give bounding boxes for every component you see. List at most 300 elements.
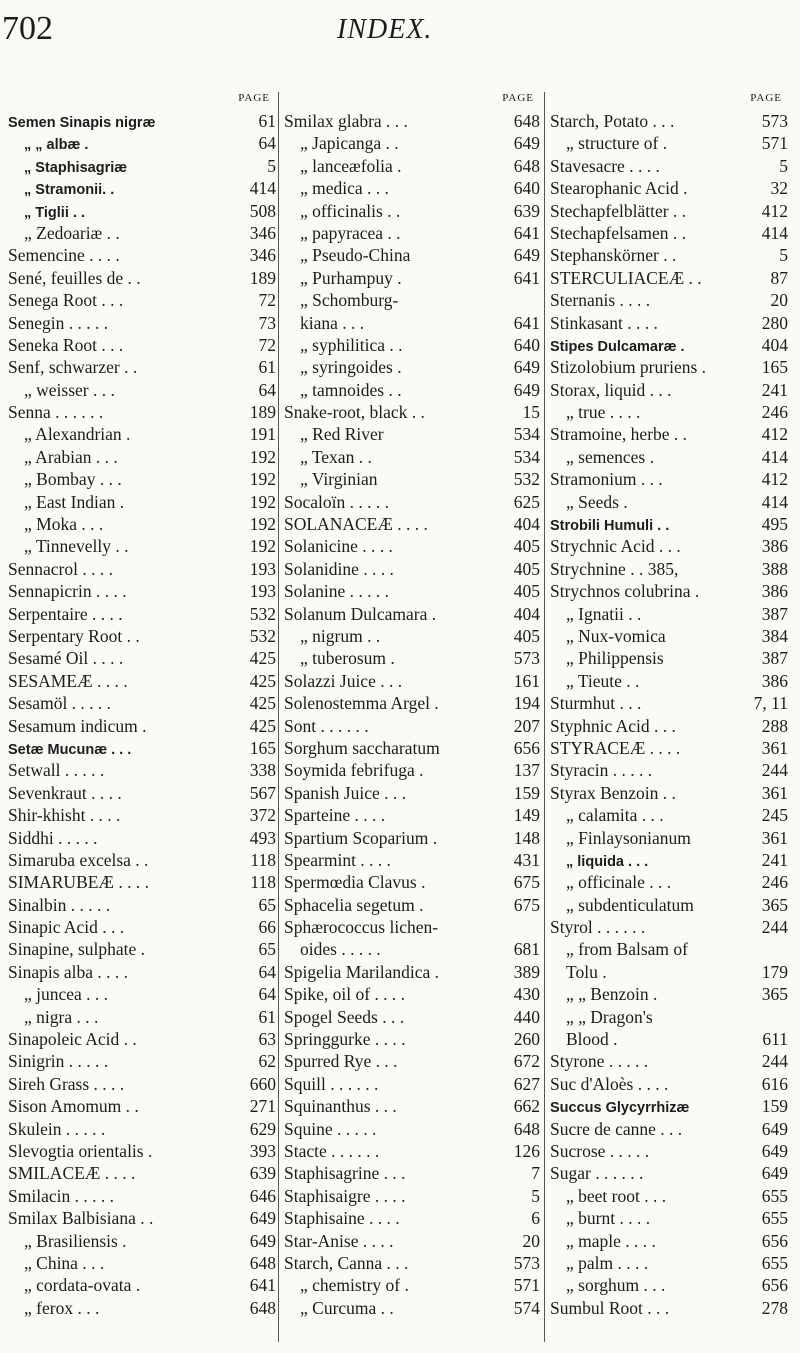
index-entry: [550, 1230, 788, 1252]
entry-term: „ Purhampuy .: [300, 267, 402, 288]
index-entry: [8, 625, 276, 647]
index-entry: [8, 1274, 276, 1296]
index-entry: [8, 670, 276, 692]
entry-term: Sené, feuilles de . .: [8, 267, 141, 288]
entry-term: STERCULIACEÆ . .: [550, 267, 702, 288]
entry-term: Star-Anise . . . .: [284, 1230, 394, 1251]
entry-page: 192: [249, 536, 276, 557]
index-entry: [284, 334, 540, 356]
entry-page: 159: [513, 782, 540, 803]
index-entry: [550, 759, 788, 781]
entry-term: Sesamum indicum .: [8, 715, 147, 736]
index-entry: [284, 894, 540, 916]
index-entry: [550, 983, 788, 1005]
entry-page: 655: [761, 1185, 788, 1206]
entry-page: 189: [249, 267, 276, 288]
index-entry: [284, 804, 540, 826]
entry-term: „ burnt . . . .: [566, 1208, 651, 1229]
index-entry: [8, 961, 276, 983]
entry-term: Spike, oil of . . . .: [284, 984, 406, 1005]
index-entry: [550, 177, 788, 199]
index-entry: [550, 1006, 788, 1028]
entry-page: 414: [761, 446, 788, 467]
entry-term: „ Texan . .: [300, 446, 372, 467]
entry-term: Strychnine . . 385,: [550, 558, 679, 579]
entry-page: 165: [249, 737, 276, 758]
entry-term: Styphnic Acid . . .: [550, 715, 676, 736]
entry-term: Sinapis alba . . . .: [8, 961, 129, 982]
entry-page: 629: [249, 1118, 276, 1139]
index-entry: [550, 200, 788, 222]
entry-term: Siddhi . . . . .: [8, 827, 98, 848]
index-entry: [284, 289, 540, 311]
index-entry: [8, 312, 276, 334]
index-entry: [8, 1185, 276, 1207]
entry-term: SOLANACEÆ . . . .: [284, 514, 428, 535]
entry-term: Stramoine, herbe . .: [550, 424, 688, 445]
entry-page: 649: [761, 1118, 788, 1139]
index-entry: [550, 468, 788, 490]
entry-term: Smilax glabra . . .: [284, 111, 408, 131]
entry-page: 386: [761, 536, 788, 557]
index-entry: [550, 916, 788, 938]
index-entry: [284, 446, 540, 468]
entry-term: SIMARUBEÆ . . . .: [8, 872, 149, 893]
index-entry: [8, 1118, 276, 1140]
page-column-heading: PAGE: [238, 92, 270, 104]
index-entry: [550, 603, 788, 625]
entry-page: 5: [779, 245, 788, 266]
entry-page: 165: [761, 357, 788, 378]
index-entry: [8, 1207, 276, 1229]
entry-term: Sugar . . . . . .: [550, 1163, 644, 1184]
entry-page: 137: [513, 760, 540, 781]
index-entry: [8, 401, 276, 423]
index-entry: [284, 1185, 540, 1207]
index-entry: [550, 1118, 788, 1140]
entry-page: 126: [513, 1140, 540, 1161]
entry-page: 649: [249, 1230, 276, 1251]
entry-page: 361: [761, 827, 788, 848]
entry-page: 5: [779, 155, 788, 176]
entry-term: Stephanskörner . .: [550, 245, 677, 266]
index-entry: [284, 1297, 540, 1319]
entry-term: Sturmhut . . .: [550, 693, 642, 714]
index-entry: [550, 110, 788, 132]
entry-term: Spogel Seeds . . .: [284, 1006, 405, 1027]
entry-term: „ nigrum . .: [300, 625, 381, 646]
index-entry: [550, 804, 788, 826]
index-entry: [284, 871, 540, 893]
entry-page: 72: [258, 334, 276, 355]
index-entry: [8, 177, 276, 199]
index-entry: [284, 1140, 540, 1162]
index-entry: [550, 491, 788, 513]
entry-page: 648: [249, 1297, 276, 1318]
index-entry: [284, 312, 540, 334]
entry-term: „ papyracea . .: [300, 222, 401, 243]
entry-term: Sphærococcus lichen-: [284, 917, 439, 938]
entry-term: Sparteine . . . .: [284, 805, 386, 826]
index-entry: [8, 1095, 276, 1117]
index-entry: [550, 782, 788, 804]
entry-term: Spurred Rye . . .: [284, 1051, 398, 1072]
entry-term: „ Tieute . .: [566, 670, 640, 691]
entry-term: oides . . . . .: [300, 939, 381, 960]
entry-page: 241: [761, 379, 788, 400]
entry-term: Stacte . . . . . .: [284, 1140, 380, 1161]
entry-page: 5: [267, 155, 276, 176]
entry-page: 280: [761, 312, 788, 333]
entry-page: 361: [761, 737, 788, 758]
index-entry: [284, 491, 540, 513]
entry-term: „ sorghum . . .: [566, 1275, 666, 1296]
entry-term: Senna . . . . . .: [8, 402, 104, 423]
entry-term: „ Staphisagriæ: [24, 159, 128, 176]
entry-term: Stramonium . . .: [550, 469, 663, 490]
index-entry: [284, 177, 540, 199]
entry-page: 15: [522, 402, 540, 423]
index-entry: [284, 849, 540, 871]
index-entry: [550, 938, 788, 960]
entry-term: „ Alexandrian .: [24, 424, 131, 445]
index-entry: [8, 603, 276, 625]
entry-term: „ „ Dragon's: [566, 1006, 653, 1027]
entry-page: 508: [249, 200, 276, 221]
entry-page: 288: [761, 715, 788, 736]
entry-term: Smilax Balbisiana . .: [8, 1208, 154, 1229]
entry-term: „ Japicanga . .: [300, 133, 399, 154]
entry-page: 534: [513, 446, 540, 467]
entry-term: „ syphilitica . .: [300, 334, 403, 355]
index-entry: [550, 849, 788, 871]
index-entry: [284, 1162, 540, 1184]
index-entry: [550, 894, 788, 916]
entry-term: „ from Balsam of: [566, 939, 688, 960]
entry-page: 430: [513, 984, 540, 1005]
index-entry: [550, 401, 788, 423]
entry-term: „ cordata-ovata .: [24, 1275, 141, 1296]
index-entry: [284, 132, 540, 154]
entry-page: 161: [513, 670, 540, 691]
entry-page: 346: [249, 245, 276, 266]
entry-page: 425: [249, 715, 276, 736]
entry-term: Spanish Juice . . .: [284, 782, 407, 803]
index-entry: [8, 491, 276, 513]
entry-term: Sennacrol . . . .: [8, 558, 113, 579]
entry-term: Springgurke . . . .: [284, 1029, 406, 1050]
entry-page: 7: [531, 1163, 540, 1184]
index-entry: [550, 1162, 788, 1184]
index-entry: [550, 379, 788, 401]
index-entry: [8, 222, 276, 244]
entry-term: Stavesacre . . . .: [550, 155, 660, 176]
entry-page: 649: [513, 357, 540, 378]
index-entry: [550, 1028, 788, 1050]
entry-term: Stipes Dulcamaræ .: [550, 338, 685, 355]
entry-term: Soymida febrifuga .: [284, 760, 424, 781]
entry-page: 649: [761, 1140, 788, 1161]
entry-term: „ Bombay . . .: [24, 469, 122, 490]
index-entry: [8, 916, 276, 938]
entry-page: 192: [249, 469, 276, 490]
entry-page: 189: [249, 402, 276, 423]
entry-page: 65: [258, 939, 276, 960]
entry-page: 648: [513, 155, 540, 176]
entry-page: 640: [513, 178, 540, 199]
entry-page: 640: [513, 334, 540, 355]
entry-term: Sumbul Root . . .: [550, 1297, 670, 1318]
entry-term: Stinkasant . . . .: [550, 312, 658, 333]
entry-term: „ Finlaysonianum: [566, 827, 691, 848]
index-entry: [550, 827, 788, 849]
page-number: 702: [2, 10, 53, 47]
entry-page: 571: [761, 133, 788, 154]
entry-page: 64: [258, 379, 276, 400]
index-entry: [550, 356, 788, 378]
index-entry: [8, 1230, 276, 1252]
entry-page: 404: [513, 514, 540, 535]
index-entry: [8, 1028, 276, 1050]
entry-term: „ maple . . . .: [566, 1230, 656, 1251]
entry-page: 338: [249, 760, 276, 781]
entry-page: 6: [531, 1208, 540, 1229]
entry-page: 63: [258, 1029, 276, 1050]
entry-term: Senega Root . . .: [8, 290, 124, 311]
entry-term: „ subdenticulatum: [566, 894, 694, 915]
index-entry: [284, 513, 540, 535]
entry-page: 404: [761, 334, 788, 355]
entry-page: 425: [249, 648, 276, 669]
entry-term: Sucrose . . . . .: [550, 1140, 650, 1161]
index-entry: [8, 827, 276, 849]
entry-term: Solanidine . . . .: [284, 558, 394, 579]
entry-term: „ structure of .: [566, 133, 668, 154]
entry-term: „ Zedoariæ . .: [24, 222, 120, 243]
entry-term: Solanum Dulcamara .: [284, 603, 437, 624]
index-entry: [284, 1252, 540, 1274]
entry-term: „ Philippensis: [566, 648, 664, 669]
entry-page: 675: [513, 872, 540, 893]
index-entry: [8, 1073, 276, 1095]
entry-page: 65: [258, 894, 276, 915]
entry-page: 405: [513, 625, 540, 646]
index-entry: [8, 715, 276, 737]
entry-term: Squinanthus . . .: [284, 1096, 397, 1117]
entry-term: Starch, Potato . . .: [550, 111, 675, 131]
entry-term: „ palm . . . .: [566, 1252, 649, 1273]
entry-page: 244: [761, 760, 788, 781]
entry-page: 681: [513, 939, 540, 960]
index-column-1: [8, 92, 276, 1319]
entry-page: 616: [761, 1073, 788, 1094]
entry-page: 61: [258, 1006, 276, 1027]
entry-term: „ semences .: [566, 446, 654, 467]
entry-page: 532: [249, 603, 276, 624]
entry-page: 660: [249, 1073, 276, 1094]
entry-term: Spigelia Marilandica .: [284, 961, 440, 982]
entry-page: 245: [761, 805, 788, 826]
index-entry: [550, 1274, 788, 1296]
entry-page: 672: [513, 1051, 540, 1072]
index-entry: [284, 1028, 540, 1050]
entry-term: Styrone . . . . .: [550, 1051, 649, 1072]
entry-page: 5: [531, 1185, 540, 1206]
index-entry: [8, 468, 276, 490]
index-entry: [550, 737, 788, 759]
entry-page: 244: [761, 1051, 788, 1072]
entry-term: „ lanceæfolia .: [300, 155, 402, 176]
index-entry: [284, 1095, 540, 1117]
index-entry: [550, 244, 788, 266]
index-entry: [550, 155, 788, 177]
entry-page: 191: [249, 424, 276, 445]
entry-page: 573: [761, 111, 788, 131]
index-entry: [8, 267, 276, 289]
index-entry: [284, 827, 540, 849]
index-entry: [284, 468, 540, 490]
index-entry: [284, 916, 540, 938]
entry-term: „ Schomburg-: [300, 290, 399, 311]
entry-page: 244: [761, 917, 788, 938]
index-entry: [8, 1006, 276, 1028]
entry-term: Stechapfelblätter . .: [550, 200, 687, 221]
index-entry: [8, 737, 276, 759]
entry-term: „ Brasiliensis .: [24, 1230, 127, 1251]
index-entry: [8, 782, 276, 804]
entry-page: 625: [513, 491, 540, 512]
index-entry: [8, 379, 276, 401]
entry-page: 656: [513, 737, 540, 758]
entry-page: 412: [761, 200, 788, 221]
entry-term: Styrol . . . . . .: [550, 917, 646, 938]
entry-term: Sevenkraut . . . .: [8, 782, 122, 803]
index-entry: [284, 670, 540, 692]
entry-page: 246: [761, 872, 788, 893]
entry-page: 412: [761, 469, 788, 490]
index-entry: [284, 1050, 540, 1072]
entry-term: Solazzi Juice . . .: [284, 670, 403, 691]
index-entry: [284, 961, 540, 983]
index-entry: [550, 961, 788, 983]
entry-page: 72: [258, 290, 276, 311]
entry-page: 118: [250, 849, 276, 870]
index-entry: [284, 267, 540, 289]
entry-term: „ Seeds .: [566, 491, 628, 512]
entry-term: „ syringoides .: [300, 357, 402, 378]
index-entry: [284, 1274, 540, 1296]
entry-page: 148: [513, 827, 540, 848]
entry-term: „ beet root . . .: [566, 1185, 667, 1206]
entry-term: „ East Indian .: [24, 491, 125, 512]
index-entry: [550, 334, 788, 356]
entry-page: 159: [761, 1096, 788, 1117]
entry-term: Sesamé Oil . . . .: [8, 648, 124, 669]
index-entry: [550, 312, 788, 334]
entry-term: Seneka Root . . .: [8, 334, 124, 355]
entry-page: 656: [761, 1275, 788, 1296]
entry-page: 384: [761, 625, 788, 646]
entry-page: 393: [249, 1140, 276, 1161]
entry-term: Sison Amomum . .: [8, 1096, 139, 1117]
entry-page: 534: [513, 424, 540, 445]
page-column-heading: PAGE: [750, 92, 782, 104]
index-entry: [284, 558, 540, 580]
index-entry: [284, 692, 540, 714]
entry-page: 431: [513, 849, 540, 870]
entry-page: 64: [258, 961, 276, 982]
entry-term: Starch, Canna . . .: [284, 1252, 409, 1273]
entry-term: Spearmint . . . .: [284, 849, 391, 870]
entry-term: Staphisaigre . . . .: [284, 1185, 406, 1206]
page-title: INDEX.: [337, 14, 433, 45]
entry-page: 641: [513, 312, 540, 333]
entry-term: „ true . . . .: [566, 402, 641, 423]
entry-page: 387: [761, 603, 788, 624]
index-entry: [8, 692, 276, 714]
entry-term: „ calamita . . .: [566, 805, 664, 826]
index-entry: [284, 1006, 540, 1028]
entry-term: Strobili Humuli . .: [550, 518, 670, 535]
index-column-3: [550, 92, 788, 1319]
entry-page: 641: [513, 267, 540, 288]
index-entry: [8, 513, 276, 535]
entry-page: 405: [513, 581, 540, 602]
index-entry: [8, 535, 276, 557]
entry-term: Smilacin . . . . .: [8, 1185, 114, 1206]
entry-page: 61: [258, 111, 276, 131]
index-entry: [550, 267, 788, 289]
entry-term: „ Pseudo-China: [300, 245, 411, 266]
entry-term: Storax, liquid . . .: [550, 379, 672, 400]
entry-page: 641: [513, 222, 540, 243]
index-entry: [550, 692, 788, 714]
entry-term: „ Curcuma . .: [300, 1297, 394, 1318]
index-entry: [8, 558, 276, 580]
entry-page: 365: [761, 984, 788, 1005]
entry-page: 20: [770, 290, 788, 311]
entry-term: „ liquida . . .: [566, 853, 649, 870]
entry-page: 571: [513, 1275, 540, 1296]
entry-page: 573: [513, 648, 540, 669]
entry-page: 179: [761, 961, 788, 982]
entry-term: Setæ Mucunæ . . .: [8, 741, 132, 758]
entry-page: 425: [249, 693, 276, 714]
entry-page: 655: [761, 1208, 788, 1229]
entry-page: 573: [513, 1252, 540, 1273]
entry-page: 425: [249, 670, 276, 691]
entry-term: „ Stramonii. .: [24, 182, 115, 199]
index-entry: [284, 737, 540, 759]
entry-term: Blood .: [566, 1029, 618, 1050]
entry-page: 414: [761, 222, 788, 243]
index-entry: [8, 894, 276, 916]
entry-page: 361: [761, 782, 788, 803]
index-entry: [284, 200, 540, 222]
index-entry: [8, 849, 276, 871]
entry-term: „ tamnoides . .: [300, 379, 402, 400]
entry-term: „ China . . .: [24, 1252, 105, 1273]
entry-term: Staphisagrine . . .: [284, 1163, 406, 1184]
index-entry: [284, 222, 540, 244]
entry-page: 20: [522, 1230, 540, 1251]
entry-term: Succus Glycyrrhizæ: [550, 1100, 690, 1117]
index-entry: [8, 356, 276, 378]
entry-term: kiana . . .: [300, 312, 365, 333]
entry-page: 372: [249, 805, 276, 826]
index-entry: [8, 647, 276, 669]
entry-term: „ weisser . . .: [24, 379, 115, 400]
